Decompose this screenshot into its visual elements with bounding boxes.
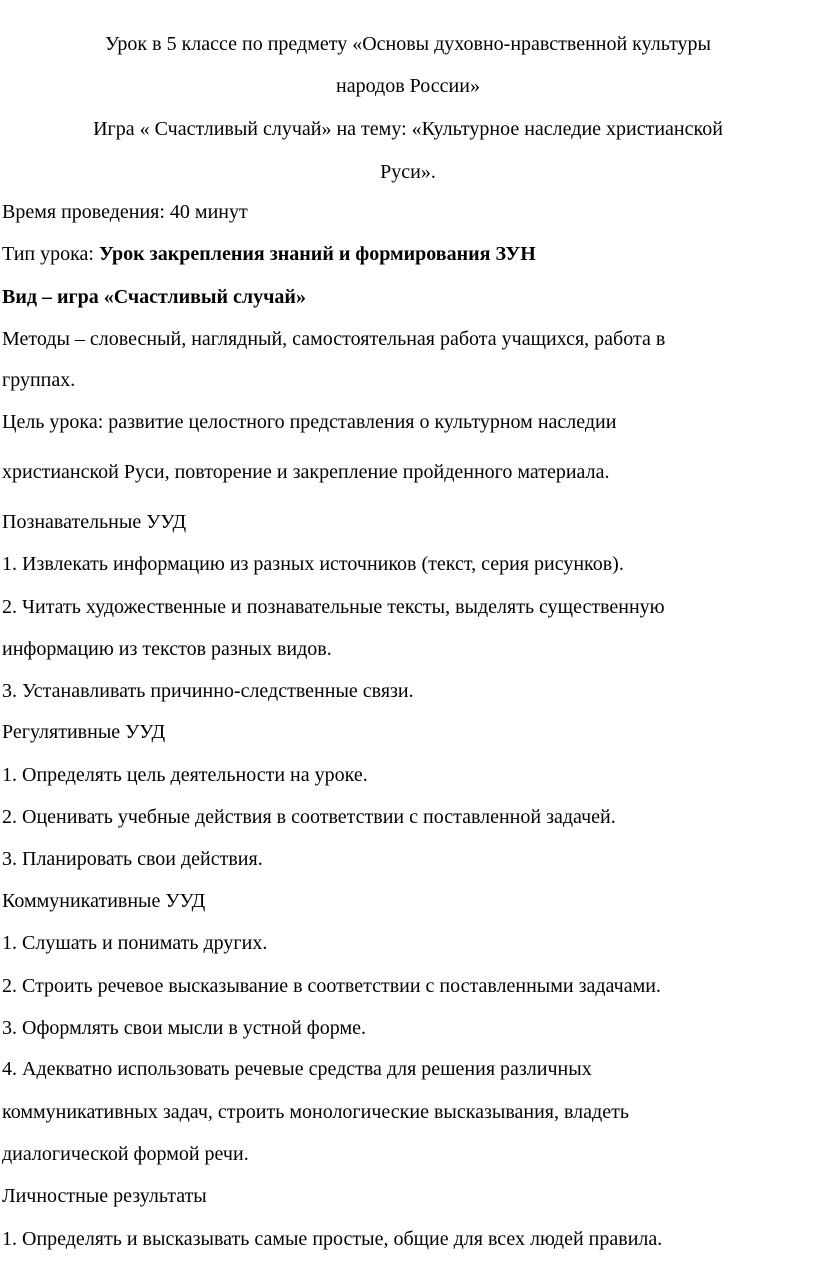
personal-heading: Личностные результаты bbox=[2, 1185, 207, 1207]
game-title-line-2: Руси». bbox=[380, 161, 436, 183]
lesson-type-label: Тип урока: bbox=[2, 243, 99, 265]
regulatory-item-3: 3. Планировать свои действия. bbox=[2, 848, 263, 870]
communicative-item-3: 3. Оформлять свои мысли в устной форме. bbox=[2, 1017, 366, 1039]
cognitive-item-1: 1. Извлекать информацию из разных источников (текст, серия рисунков). bbox=[2, 553, 624, 575]
communicative-item-2: 2. Строить речевое высказывание в соответствии с поставленными задачами. bbox=[2, 975, 661, 997]
methods-line-2: группах. bbox=[2, 369, 76, 391]
communicative-item-4-line-2: коммуникативных задач, строить монологические высказывания, владеть bbox=[2, 1101, 629, 1123]
personal-item-1: 1. Определять и высказывать самые простые, общие для всех людей правила. bbox=[2, 1228, 663, 1250]
cognitive-item-2-line-1: 2. Читать художественные и познавательные тексты, выделять существенную bbox=[2, 596, 665, 618]
regulatory-item-1: 1. Определять цель деятельности на уроке. bbox=[2, 764, 368, 786]
cognitive-item-2-line-2: информацию из текстов разных видов. bbox=[2, 638, 332, 660]
regulatory-item-2: 2. Оценивать учебные действия в соответствии с поставленной задачей. bbox=[2, 806, 616, 828]
lesson-title-line-2: народов России» bbox=[336, 75, 480, 97]
lesson-kind: Вид – игра «Счастливый случай» bbox=[2, 286, 306, 308]
communicative-item-4-line-1: 4. Адекватно использовать речевые средства для решения различных bbox=[2, 1058, 592, 1080]
regulatory-heading: Регулятивные УУД bbox=[2, 721, 166, 743]
goal-line-2: христианской Руси, повторение и закрепление пройденного материала. bbox=[2, 461, 610, 483]
game-title-line-1: Игра « Счастливый случай» на тему: «Культурное наследие христианской bbox=[93, 118, 723, 140]
goal-line-1: Цель урока: развитие целостного представления о культурном наследии bbox=[2, 411, 617, 433]
methods-line-1: Методы – словесный, наглядный, самостоятельная работа учащихся, работа в bbox=[2, 328, 666, 350]
cognitive-heading: Познавательные УУД bbox=[2, 511, 187, 533]
lesson-title-line-1: Урок в 5 классе по предмету «Основы духовно-нравственной культуры bbox=[105, 33, 711, 55]
lesson-type bbox=[2, 242, 536, 266]
duration-text: Время проведения: 40 минут bbox=[2, 201, 248, 223]
communicative-item-1: 1. Слушать и понимать других. bbox=[2, 932, 268, 954]
communicative-heading: Коммуникативные УУД bbox=[2, 890, 206, 912]
communicative-item-4-line-3: диалогической формой речи. bbox=[2, 1143, 249, 1165]
cognitive-item-3: 3. Устанавливать причинно-следственные связи. bbox=[2, 680, 414, 702]
lesson-type-value: Урок закрепления знаний и формирования ЗУН bbox=[98, 243, 536, 265]
